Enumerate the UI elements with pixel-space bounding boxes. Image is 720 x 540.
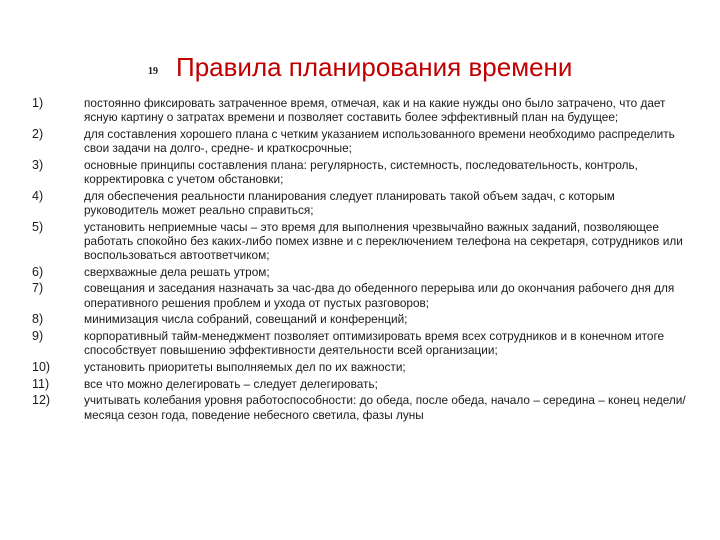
rule-text: для обеспечения реальности планирования следует планировать такой объем задач, с которым руководитель может реально справиться; bbox=[84, 188, 615, 217]
rule-number: 3) bbox=[32, 157, 44, 172]
rule-number: 5) bbox=[32, 219, 44, 234]
rule-item-12 bbox=[30, 393, 690, 421]
rule-number: 2) bbox=[32, 126, 44, 141]
rule-item-9 bbox=[30, 329, 690, 357]
rule-text: учитывать колебания уровня работоспособности: до обеда, после обеда, начало – середина – конец недели/месяца сезон года, поведение небесного светила, фазы луны bbox=[84, 393, 686, 422]
rule-item-5 bbox=[30, 220, 690, 263]
rule-text: корпоративный тайм-менеджмент позволяет оптимизировать время всех сотрудников и в конечном итоге способствует повышению эффективности деятельности всей организации; bbox=[84, 329, 665, 358]
slide-title: Правила планирования времени bbox=[176, 52, 573, 82]
rule-item-10 bbox=[30, 360, 690, 374]
rule-item-11 bbox=[30, 377, 690, 391]
rule-number: 4) bbox=[32, 188, 44, 203]
rules-list bbox=[30, 96, 690, 422]
rule-number: 8) bbox=[32, 312, 44, 327]
rule-text: сверхважные дела решать утром; bbox=[84, 264, 270, 279]
rule-item-1 bbox=[30, 96, 690, 124]
rule-number: 6) bbox=[32, 264, 44, 279]
rule-text: минимизация числа собраний, совещаний и конференций; bbox=[84, 312, 408, 327]
rule-text: основные принципы составления плана: регулярность, системность, последовательность, контроль, корректировка с учетом обстановки; bbox=[84, 157, 638, 187]
rule-item-2 bbox=[30, 127, 690, 155]
rule-text: все что можно делегировать – следует делегировать; bbox=[84, 376, 378, 391]
rule-text: для составления хорошего плана с четким указанием использованного времени необходимо распределить свои задачи на долго-, средне- и краткосрочные; bbox=[84, 126, 675, 156]
rule-number: 1) bbox=[32, 96, 44, 110]
rule-number: 11) bbox=[32, 376, 50, 391]
rule-item-4 bbox=[30, 189, 690, 217]
rule-number: 7) bbox=[32, 281, 44, 296]
rule-number: 9) bbox=[32, 329, 44, 344]
rule-number: 10) bbox=[32, 359, 51, 374]
rule-text: установить приоритеты выполняемых дел по их важности; bbox=[84, 359, 406, 374]
slide-number: 19 bbox=[148, 66, 158, 77]
rule-item-8 bbox=[30, 312, 690, 326]
rule-text: установить неприемные часы – это время для выполнения чрезвычайно важных заданий, позволяющее работать спокойно без каких-либо помех извне и с переключением телефона на секретаря, сотрудников или воспользоваться автоответчиком; bbox=[84, 219, 683, 263]
rule-text: постоянно фиксировать затраченное время, отмечая, как и на какие нужды оно было затрачено, что дает ясную картину о затратах времени и позволяет составить более эффективный план на будущее; bbox=[84, 96, 666, 125]
rule-text: совещания и заседания назначать за час-два до обеденного перерыва или до окончания рабочего дня для оперативного решения проблем и ухода от пустых разговоров; bbox=[84, 281, 675, 310]
rule-item-6 bbox=[30, 265, 690, 279]
rule-item-7 bbox=[30, 281, 690, 309]
rule-item-3 bbox=[30, 158, 690, 186]
rule-number: 12) bbox=[32, 393, 51, 408]
